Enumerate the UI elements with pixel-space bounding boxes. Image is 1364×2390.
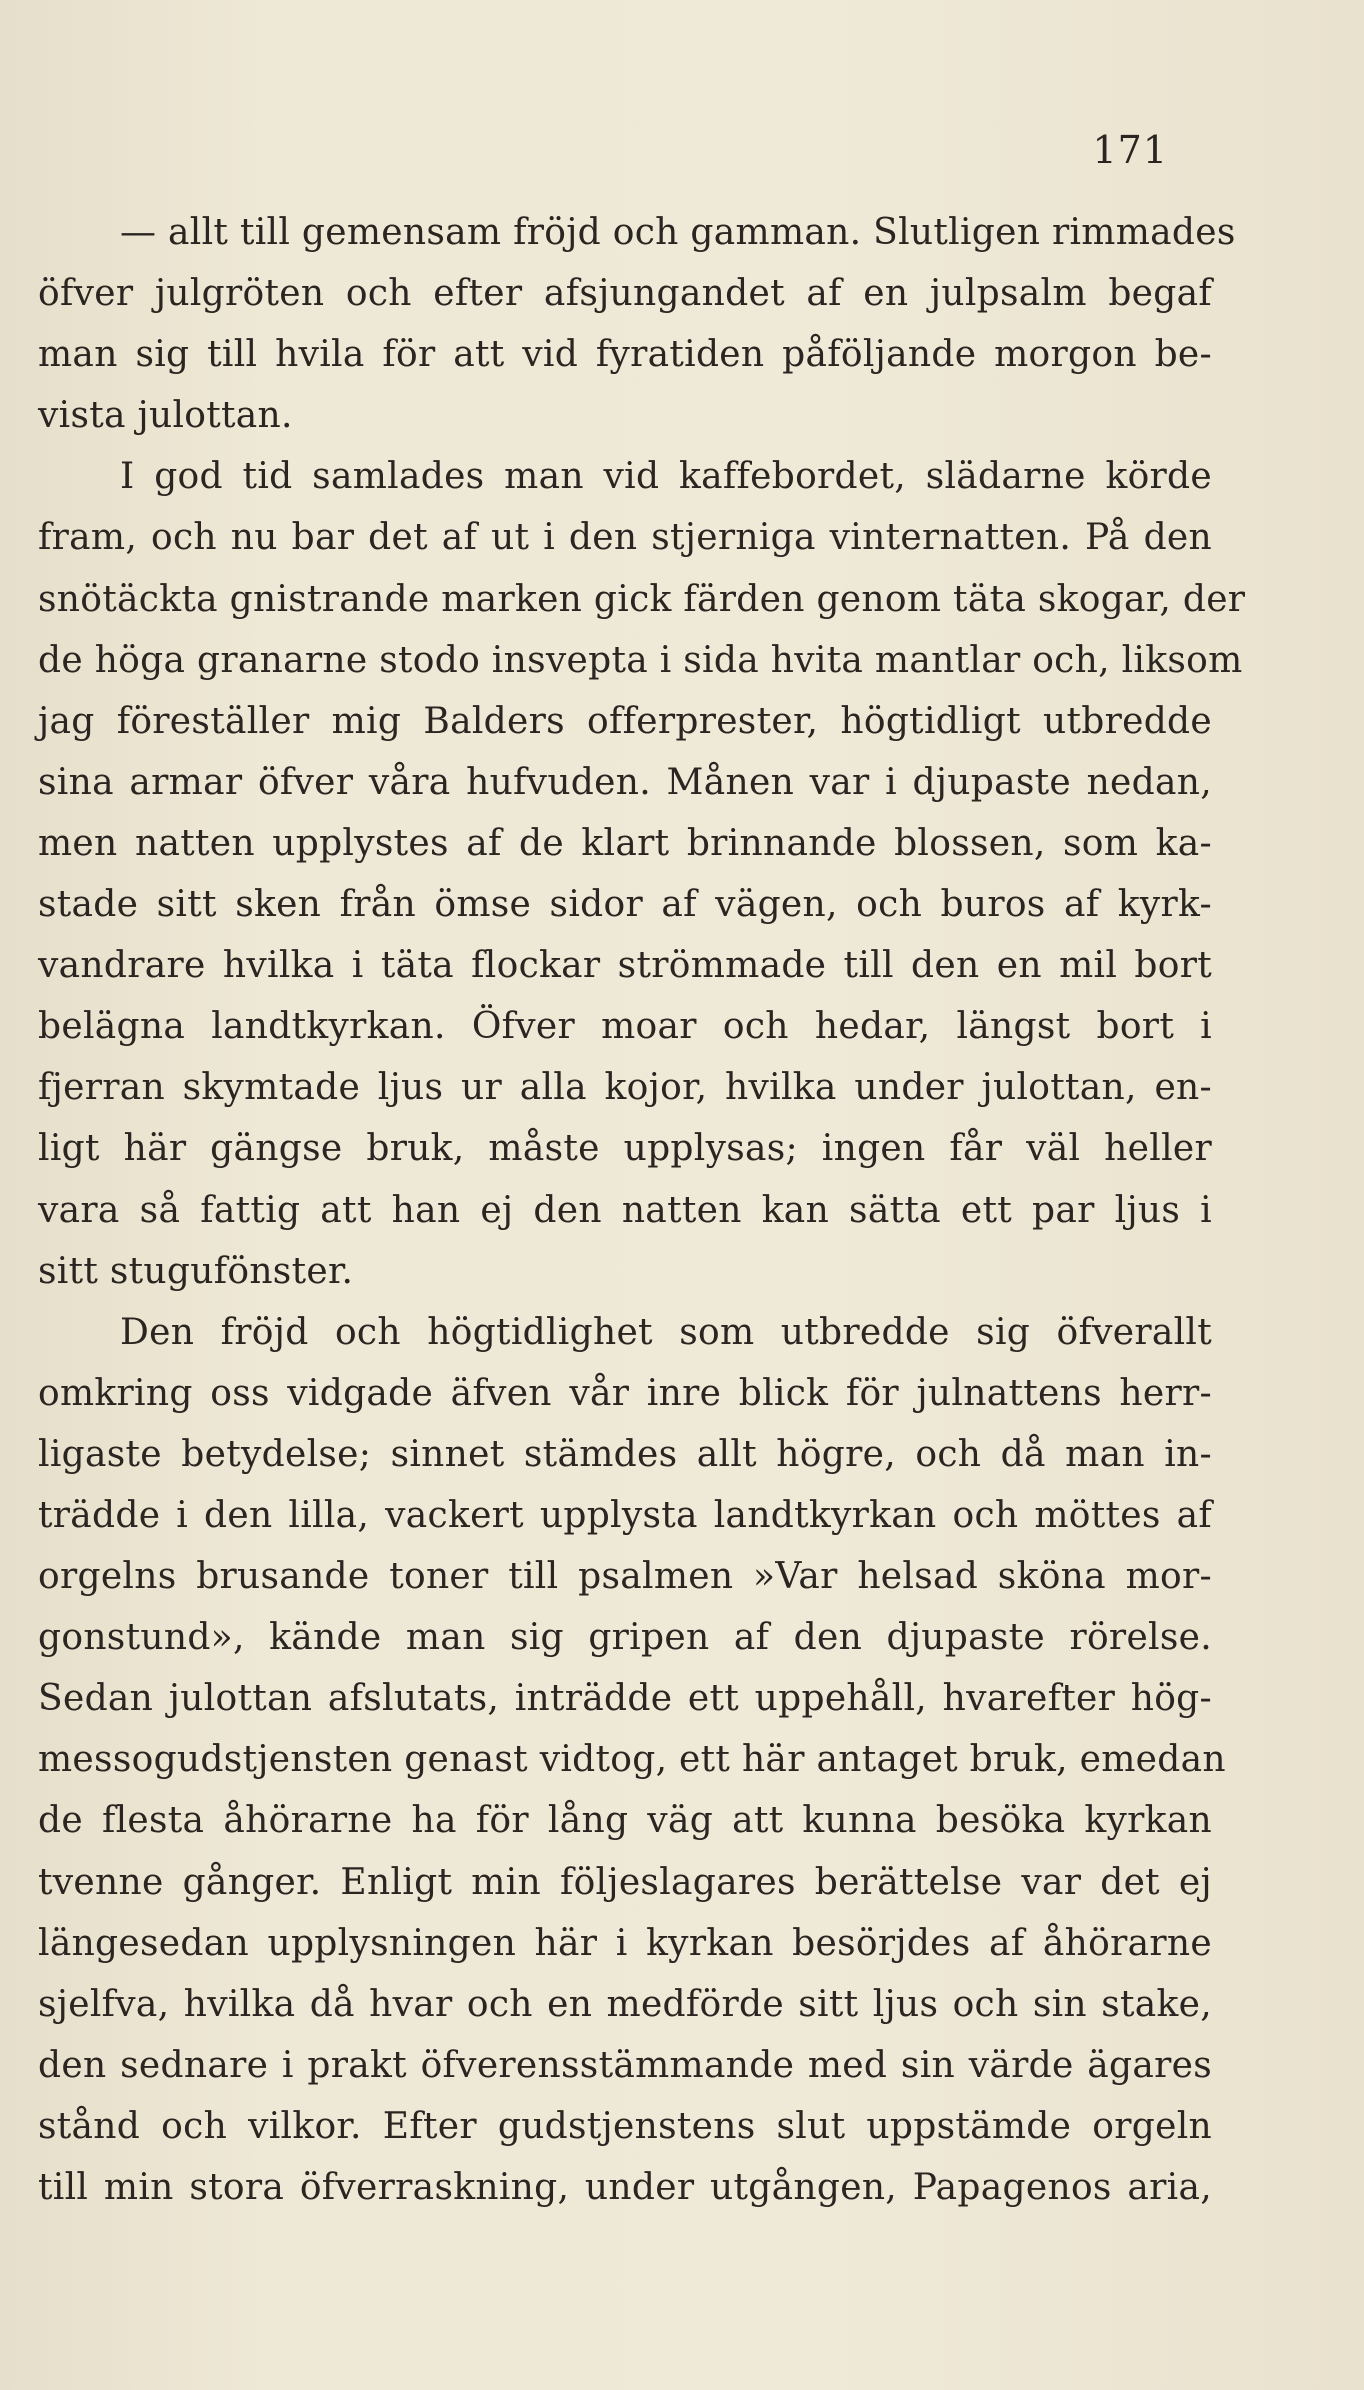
text-line: trädde i den lilla, vackert upplysta landtkyrkan och möttes af	[38, 1494, 1212, 1536]
text-line: man sig till hvila för att vid fyratiden påföljande morgon be-	[38, 334, 1212, 376]
text-line: omkring oss vidgade äfven vår inre blick för julnattens herr-	[38, 1372, 1212, 1414]
text-line: vara så fattig att han ej den natten kan sätta ett par ljus i	[38, 1189, 1212, 1231]
text-line: snötäckta gnistrande marken gick färden genom täta skogar, der	[38, 578, 1246, 620]
text-line: ligt här gängse bruk, måste upplysas; ingen får väl heller	[38, 1128, 1212, 1170]
text-line: tvenne gånger. Enligt min följeslagares berättelse var det ej	[38, 1861, 1212, 1903]
page-number: 171	[1092, 128, 1168, 172]
text-line: till min stora öfverraskning, under utgången, Papagenos aria,	[38, 2167, 1212, 2208]
text-line: längesedan upplysningen här i kyrkan besörjdes af åhörarne	[38, 1922, 1212, 1964]
text-line: — allt till gemensam fröjd och gamman. Slutligen rimmades	[120, 212, 1236, 253]
body-text	[38, 202, 1246, 2218]
text-line: gonstund», kände man sig gripen af den djupaste rörelse.	[38, 1617, 1212, 1659]
text-line: belägna landtkyrkan. Öfver moar och hedar, längst bort i	[38, 1006, 1212, 1048]
text-line: orgelns brusande toner till psalmen »Var helsad sköna mor-	[38, 1556, 1212, 1598]
text-line: Sedan julottan afslutats, inträdde ett uppehåll, hvarefter hög-	[38, 1678, 1212, 1720]
text-line: sjelfva, hvilka då hvar och en medförde sitt ljus och sin stake,	[38, 1983, 1212, 2025]
text-line: de höga granarne stodo insvepta i sida hvita mantlar och, liksom	[38, 639, 1243, 681]
text-line: I god tid samlades man vid kaffebordet, slädarne körde	[120, 456, 1212, 498]
text-line: fjerran skymtade ljus ur alla kojor, hvilka under julottan, en-	[38, 1067, 1212, 1109]
text-line: vandrare hvilka i täta flockar strömmade till den en mil bort	[38, 945, 1212, 987]
text-line: de flesta åhörarne ha för lång väg att kunna besöka kyrkan	[38, 1800, 1212, 1842]
text-line: messogudstjensten genast vidtog, ett här antaget bruk, emedan	[38, 1739, 1226, 1781]
text-line: sitt stugufönster.	[38, 1250, 354, 1292]
text-line: den sednare i prakt öfverensstämmande med sin värde ägares	[38, 2044, 1212, 2086]
text-line: Den fröjd och högtidlighet som utbredde sig öfverallt	[120, 1311, 1212, 1353]
text-line: men natten upplystes af de klart brinnande blossen, som ka-	[38, 822, 1212, 864]
text-line: ligaste betydelse; sinnet stämdes allt högre, och då man in-	[38, 1433, 1212, 1475]
text-line: fram, och nu bar det af ut i den stjerniga vinternatten. På den	[38, 517, 1212, 559]
text-line: stånd och vilkor. Efter gudstjenstens slut uppstämde orgeln	[38, 2105, 1212, 2147]
text-line: stade sitt sken från ömse sidor af vägen, och buros af kyrk-	[38, 884, 1212, 926]
text-line: öfver julgröten och efter afsjungandet af en julpsalm begaf	[38, 273, 1212, 315]
text-line: sina armar öfver våra hufvuden. Månen var i djupaste nedan,	[38, 761, 1212, 803]
text-line: jag föreställer mig Balders offerprester, högtidligt utbredde	[38, 700, 1212, 742]
text-line: vista julottan.	[38, 395, 293, 437]
